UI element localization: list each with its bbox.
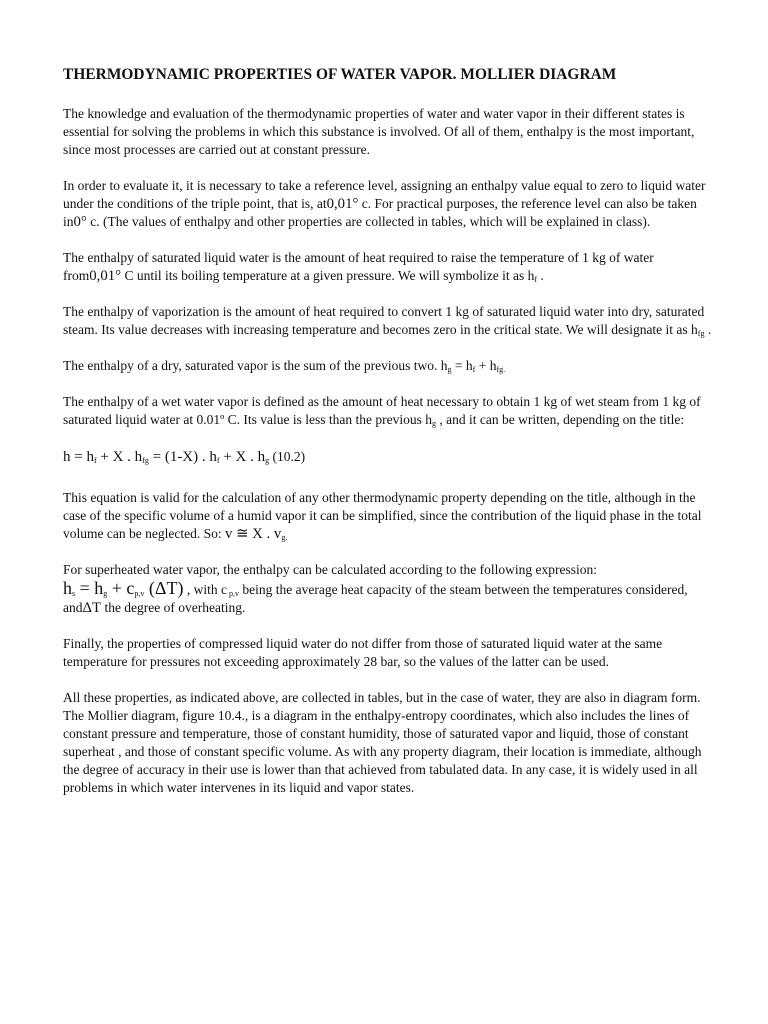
subscript: g (447, 365, 452, 374)
equation-number: (10.2) (269, 449, 306, 464)
paragraph-saturated-liquid (63, 249, 713, 285)
text: In order to evaluate it, it is necessary to take a reference level, assigning an enthalpy value equal to zero to liquid water under the conditions of the triple point, that is, at (63, 178, 706, 211)
text: + h (475, 358, 497, 373)
subscript: fg (697, 329, 705, 338)
eq-text: = (1-X) . h (148, 449, 217, 465)
text: , with c (183, 582, 227, 597)
paragraph-specific-volume (63, 489, 713, 543)
subscript: p,v (226, 589, 239, 598)
text: the degree of overheating. (101, 600, 246, 615)
temperature-triple-point: 0,01° (89, 268, 122, 284)
paragraph-dry-saturated (63, 357, 713, 375)
subscript: g (265, 456, 270, 465)
equation-specific-volume: v ≅ X . v (224, 526, 282, 542)
eq-text: (ΔT) (144, 578, 184, 598)
subscript: f (93, 456, 97, 465)
subscript: f (472, 365, 476, 374)
paragraph-compressed-liquid: Finally, the properties of compressed liquid water do not differ from those of saturated liquid water at the same temperature for pressures not exceeding approximately 28 bar, so the values of the latter can be used. (63, 636, 663, 669)
equation-superheated (63, 578, 183, 598)
text: c. For practical purposes, the reference level can also be taken in (63, 196, 697, 229)
text: The enthalpy of a wet water vapor is defined as the amount of heat necessary to obtain 1 kg of wet steam from 1 kg of saturated liquid water at 0.01º C. Its value is less than the previous h (63, 394, 701, 427)
text: . (537, 268, 544, 283)
text: This equation is valid for the calculation of any other thermodynamic property depending on the title, although in the case of the specific volume of a humid vapor it can be simplified, since the contribution of the liquid phase in the total volume can be neglected. So: (63, 490, 702, 541)
subscript: g. (281, 533, 288, 542)
subscript: s (72, 589, 76, 598)
subscript: g (431, 419, 436, 428)
temperature-triple-point: 0,01° (326, 196, 359, 212)
paragraph-superheated (63, 561, 713, 617)
subscript: p,v (134, 589, 145, 598)
text: being the average heat capacity of the steam between the temperatures considered, and (63, 582, 688, 615)
text: . (704, 322, 712, 337)
text: The enthalpy of saturated liquid water is the amount of heat required to raise the temperature of 1 kg of water from (63, 250, 654, 283)
temperature-zero: 0° (73, 214, 87, 230)
delta-t-symbol: ΔT (82, 600, 102, 616)
paragraph-reference-level (63, 177, 713, 231)
document-page (63, 64, 713, 815)
eq-text: h (63, 578, 72, 598)
paragraph-mollier-diagram: All these properties, as indicated above, are collected in tables, but in the case of water, they are also in diagram form. The Mollier diagram, figure 10.4., is a diagram in the enthalpy-entropy coordinates, which also includes the lines of constant pressure and temperature, those of constant humidity, those of saturated vapor and liquid, those of constant superheat , and those of constant specific volume. As with any property diagram, their location is immediate, although the degree of accuracy in their use is lower than that achieved from tabulated data. In any case, it is widely used in all problems in which water intervenes in its liquid and vapor states. (63, 690, 702, 795)
paragraph-vaporization (63, 303, 713, 339)
subscript: g (103, 589, 108, 598)
subscript: f (534, 275, 538, 284)
paragraph-intro: The knowledge and evaluation of the thermodynamic properties of water and water vapor in their different states is essential for solving the problems in which this substance is involved. Of all of them, enthalpy is the most important, since most processes are carried out at constant pressure. (63, 106, 695, 157)
text: , and it can be written, depending on the title: (435, 412, 685, 427)
document-title: THERMODYNAMIC PROPERTIES OF WATER VAPOR. MOLLIER DIAGRAM (63, 66, 617, 83)
paragraph-wet-vapor (63, 393, 713, 429)
eq-text: = h (75, 578, 104, 598)
text: C until its boiling temperature at a given pressure. We will symbolize it as h (121, 268, 535, 283)
text: For superheated water vapor, the enthalpy can be calculated according to the following expression: (63, 562, 598, 577)
subscript: fg. (496, 365, 506, 374)
eq-text: + X . h (96, 449, 143, 465)
eq-text: + X . h (219, 449, 266, 465)
eq-text: + c (107, 578, 135, 598)
text: c. (The values of enthalpy and other properties are collected in tables, which will be explained in class). (86, 214, 651, 229)
text: = h (451, 358, 473, 373)
text: The enthalpy of a dry, saturated vapor is the sum of the previous two. h (63, 358, 448, 373)
eq-text: h = h (63, 449, 94, 465)
equation-wet-enthalpy (63, 447, 713, 467)
subscript: fg (142, 456, 149, 465)
subscript: f (216, 456, 220, 465)
text: The enthalpy of vaporization is the amount of heat required to convert 1 kg of saturated liquid water into dry, saturated steam. Its value decreases with increasing temperature and becomes zero in the critical state. We will designate it as h (63, 304, 705, 337)
